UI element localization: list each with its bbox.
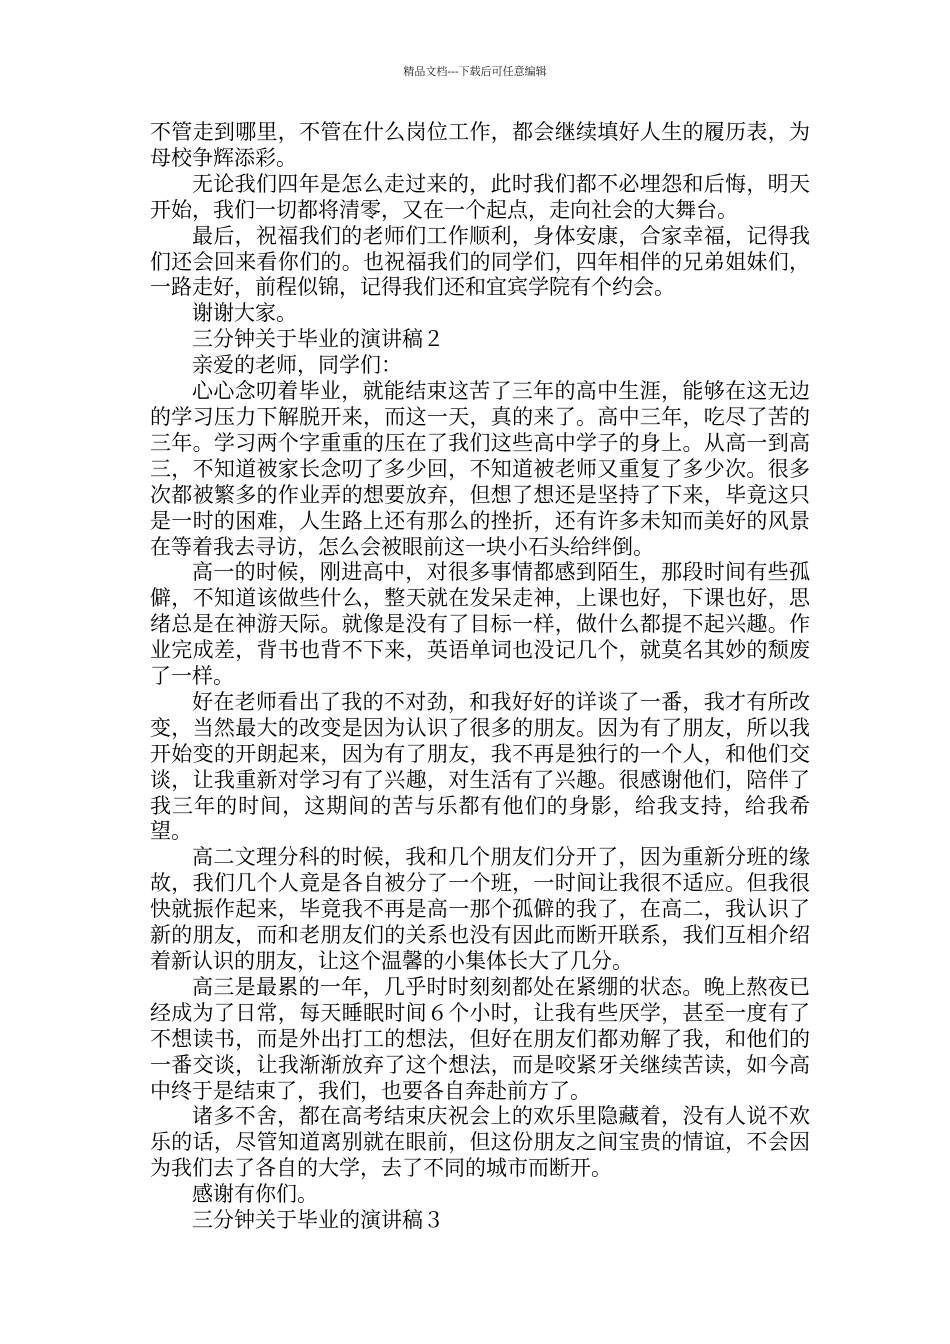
paragraph: 最后，祝福我们的老师们工作顺利，身体安康，合家幸福，记得我们还会回来看你们的。也祝福我们的同学们，四年相伴的兄弟姐妹们，一路走好，前程似锦，记得我们还和宜宾学院有个约会。 [150,223,810,300]
page-header: 精品文档---下载后可任意编辑 [403,65,547,78]
paragraph: 高一的时候，刚进高中，对很多事情都感到陌生，那段时间有些孤僻，不知道该做些什么，整天就在发呆走神，上课也好，下课也好，思绪总是在神游天际。就像是没有了目标一样，做什么都提不起兴趣。作业完成差，背书也背不下来，英语单词也没记几个，就莫名其妙的颓废了一样。 [150,560,810,689]
paragraph: 无论我们四年是怎么走过来的，此时我们都不必埋怨和后悔，明天开始，我们一切都将清零，又在一个起点，走向社会的大舞台。 [150,171,810,222]
paragraph: 好在老师看出了我的不对劲，和我好好的详谈了一番，我才有所改变，当然最大的改变是因为认识了很多的朋友。因为有了朋友，所以我开始变的开朗起来，因为有了朋友，我不再是独行的一个人，和他们交谈，让我重新对学习有了兴趣，对生活有了兴趣。很感谢他们，陪伴了我三年的时间，这期间的苦与乐都有他们的身影，给我支持，给我希望。 [150,689,810,844]
section-title: 三分钟关于毕业的演讲稿２ [192,327,444,352]
paragraph: 高二文理分科的时候，我和几个朋友们分开了，因为重新分班的缘故，我们几个人竟是各自被分了一个班，一时间让我很不适应。但我很快就振作起来，毕竟我不再是高一那个孤僻的我了，在高二，我认识了新的朋友，而和老朋友们的关系也没有因此而断开联系，我们互相介绍着新认识的朋友，让这个温馨的小集体长大了几分。 [150,845,810,973]
paragraph: 不管走到哪里，不管在什么岗位工作，都会继续填好人生的履历表，为母校争辉添彩。 [150,120,810,170]
salutation: 亲爱的老师，同学们： [192,353,402,378]
paragraph: 诸多不舍，都在高考结束庆祝会上的欢乐里隐藏着，没有人说不欢乐的话，尽管知道离别就在眼前，但这份朋友之间宝贵的情谊，不会因为我们去了各自的大学，去了不同的城市而断开。 [150,1104,810,1181]
closing-line: 感谢有你们。 [192,1182,318,1207]
paragraph: 心心念叨着毕业，就能结束这苦了三年的高中生涯，能够在这无边的学习压力下解脱开来，而这一天，真的来了。高中三年，吃尽了苦的三年。学习两个字重重的压在了我们这些高中学子的身上。从高一到高三，不知道被家长念叨了多少回，不知道被老师又重复了多少次。很多次都被繁多的作业弄的想要放弃，但想了想还是坚持了下来，毕竟这只是一时的困难，人生路上还有那么的挫折，还有许多未知而美好的风景在等着我去寻访，怎么会被眼前这一块小石头给绊倒。 [150,379,810,559]
paragraph: 高三是最累的一年，几乎时时刻刻都处在紧绷的状态。晚上熬夜已经成为了日常，每天睡眠时间６个小时，让我有些厌学，甚至一度有了不想读书，而是外出打工的想法，但好在朋友们都劝解了我，和他们的一番交谈，让我渐渐放弃了这个想法，而是咬紧牙关继续苦读，如今高中终于是结束了，我们，也要各自奔赴前方了。 [150,974,810,1103]
document-body [150,120,810,1234]
closing-line: 谢谢大家。 [192,301,297,326]
section-title: 三分钟关于毕业的演讲稿３ [192,1208,444,1233]
